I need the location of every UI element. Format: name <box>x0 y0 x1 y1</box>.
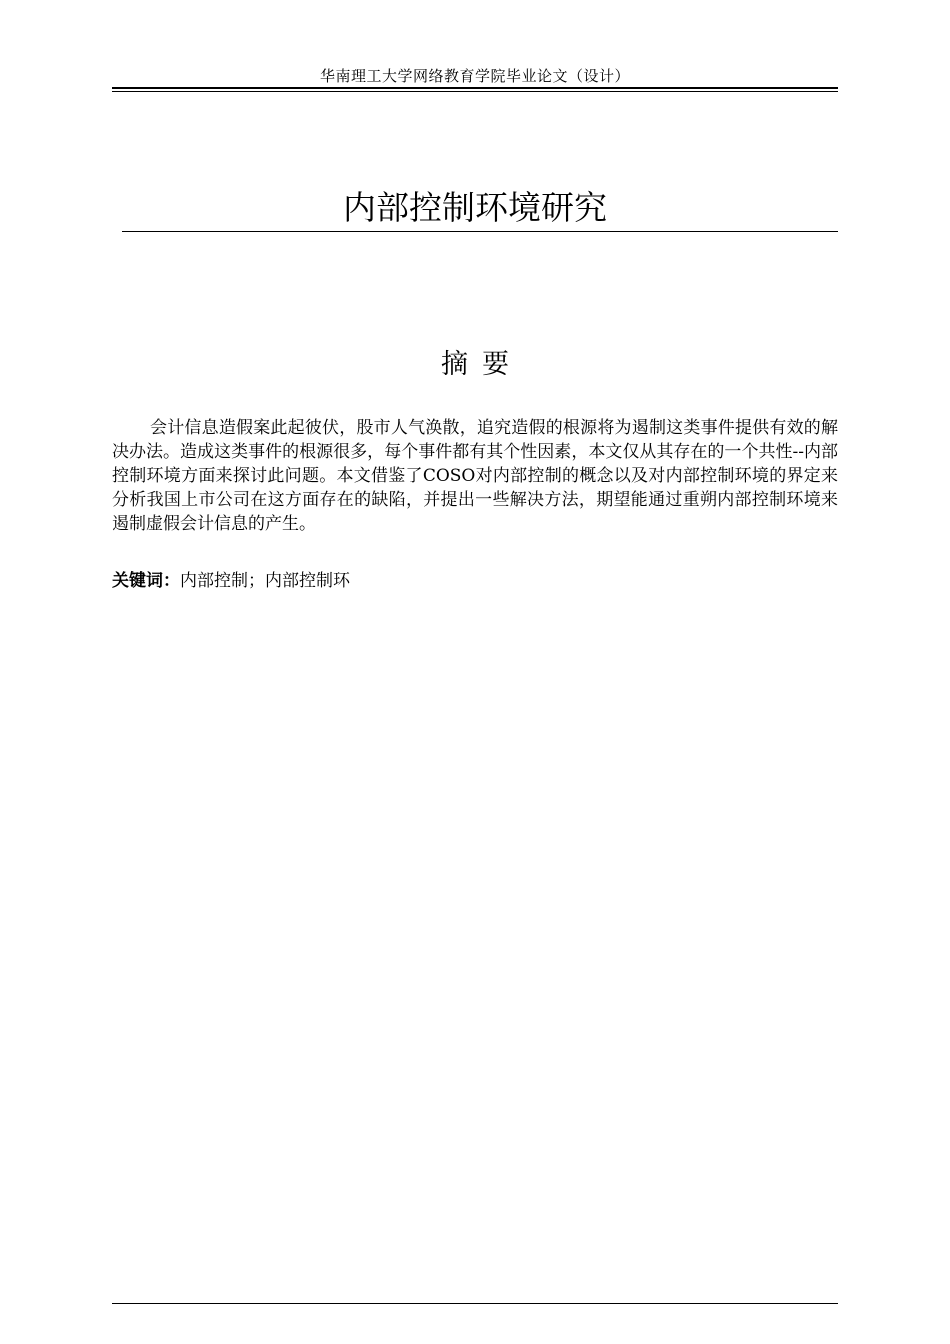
footer-rule <box>112 1303 838 1304</box>
header-rule-thin <box>112 91 838 92</box>
title-underline <box>122 231 838 232</box>
header-rule <box>112 87 838 89</box>
keywords-label: 关键词： <box>112 571 180 591</box>
keywords-line <box>112 569 838 593</box>
document-title: 内部控制环境研究 <box>343 188 607 227</box>
page-header: 华南理工大学网络教育学院毕业论文（设计） <box>319 67 630 85</box>
abstract-body: 会计信息造假案此起彼伏，股市人气涣散，追究造假的根源将为遏制这类事件提供有效的解决办法。造成这类事件的根源很多，每个事件都有其个性因素，本文仅从其存在的一个共性--内部控制环境方面来探讨此问题。本文借鉴了COSO对内部控制的概念以及对内部控制环境的界定来分析我国上市公司在这方面存在的缺陷，并提出一些解决方法，期望能通过重朔内部控制环境来遏制虚假会计信息的产生。 <box>112 418 838 534</box>
keywords-value: 内部控制；内部控制环 <box>180 571 350 591</box>
abstract-heading: 摘要 <box>441 349 523 380</box>
